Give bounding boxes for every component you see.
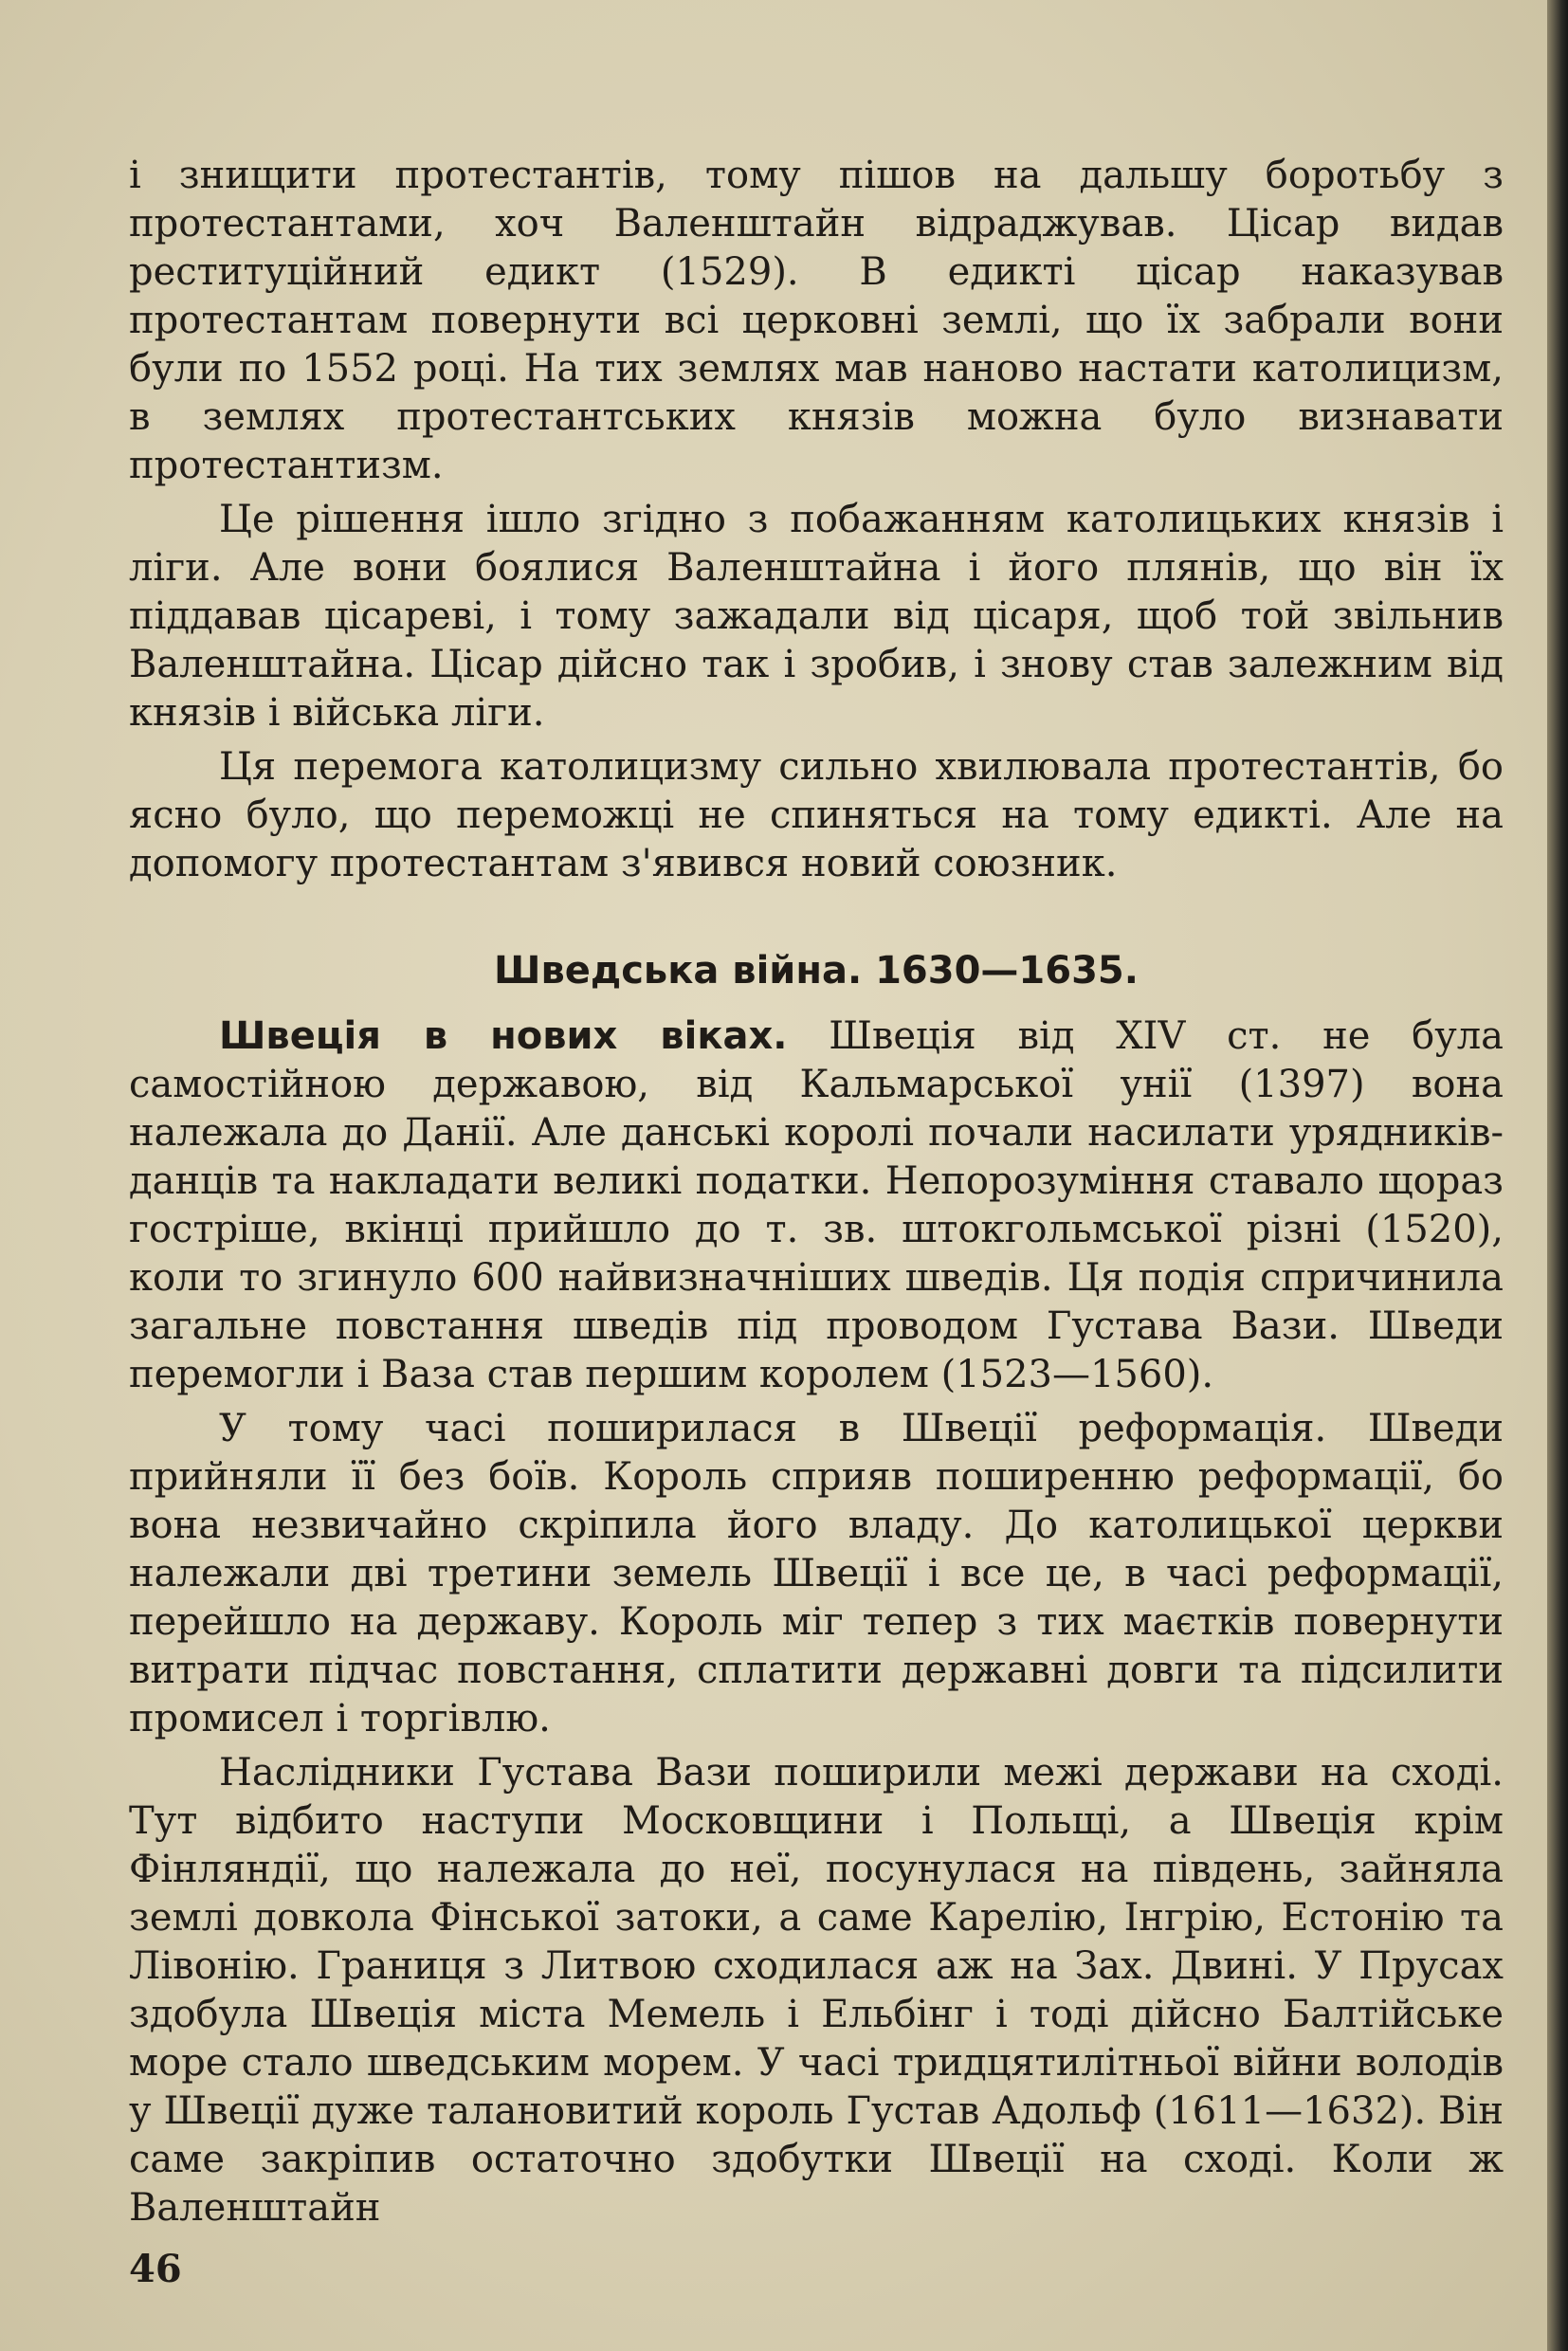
paragraph-6: Наслідники Густава Вази поширили межі держави на сході. Тут відбито наступи Московщини і Польщі, а Швеція крім Фінляндії, що належала до неї, посунулася на південь, зайняла землі довкола Фінської затоки, а саме Карелію, Інгрію, Естонію та Лівонію. Границя з Литвою сходилася аж на Зах. Двині. У Прусах здобула Швеція міста Мемель і Ельбінг і тоді дійсно Балтійське море стало шведським морем. У часі тридцятилітньої війни володів у Швеції дуже талановитий король Густав Адольф (1611—1632). Він саме закріпив остаточно здобутки Швеції на сході. Коли ж Валенштайн: [129, 1751, 1504, 2230]
section-title: Шведська війна. 1630—1635.: [494, 949, 1139, 993]
book-spine-shadow: [1547, 0, 1568, 2351]
paragraph-4: [129, 1012, 1504, 1399]
paragraph-1: і знищити протестантів, тому пішов на дальшу боротьбу з протестантами, хоч Валенштайн відраджував. Цісар видав реституційний едикт (1529). В едикті цісар наказував протестантам повернути всі церковні землі, що їх забрали вони були по 1552 році. На тих землях мав наново настати католицизм, в землях протестантських князів можна було визнавати протестантизм.: [129, 154, 1504, 487]
page-number: 46: [129, 2247, 182, 2291]
subsection-lead: Швеція в нових віках.: [219, 1014, 788, 1058]
paragraph-5: У тому часі поширилася в Швеції реформація. Шведи прийняли її без боїв. Король сприяв поширенню реформації, бо вона незвичайно скріпила його владу. До католицької церкви належали дві третини земель Швеції і все це, в часі реформації, перейшло на державу. Король міг тепер з тих маєтків повернути витрати підчас повстання, сплатити державні довги та підсилити промисел і торгівлю.: [129, 1407, 1504, 1740]
paragraph-2: Це рішення ішло згідно з побажанням католицьких князів і ліги. Але вони боялися Валенштайна і його плянів, що він їх піддавав цісареві, і тому зажадали від цісаря, щоб той звільнив Валенштайна. Цісар дійсно так і зробив, і знову став залежним від князів і війська ліги.: [129, 498, 1504, 735]
paragraph-4-text: Швеція від XIV ст. не була самостійною державою, від Кальмарської унії (1397) вона належала до Данії. Але данські королі почали насилати урядників-данців та накладати великі податки. Непорозуміння ставало щораз гостріше, вкінці прийшло до т. зв. штокгольмської різні (1520), коли то згинуло 600 найвизначніших шведів. Ця подія спричинила загальне повстання шведів під проводом Густава Вази. Шведи перемогли і Ваза став першим королем (1523—1560).: [129, 1014, 1504, 1396]
page-text-body: [129, 152, 1504, 2238]
paragraph-3: Ця перемога католицизму сильно хвилювала протестантів, бо ясно було, що переможці не спиняться на тому едикті. Але на допомогу протестантам з'явився новий союзник.: [129, 745, 1504, 885]
